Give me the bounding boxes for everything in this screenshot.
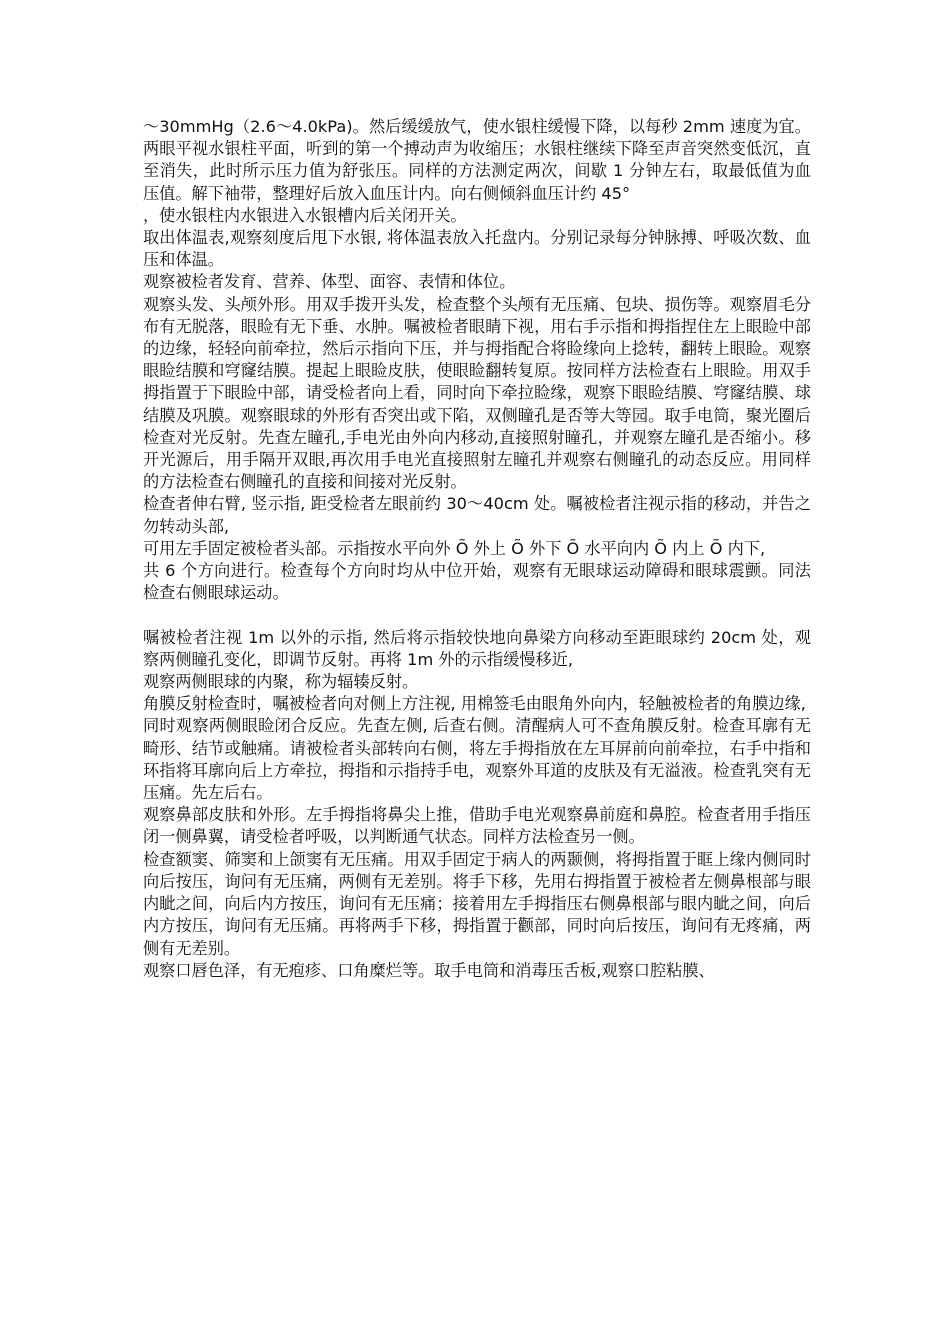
paragraph-nose-exam: 观察鼻部皮肤和外形。左手拇指将鼻尖上推，借助手电光观察鼻前庭和鼻腔。检查者用手指压闭一侧鼻翼，请受检者呼吸，以判断通气状态。同样方法检查另一侧。 [143, 805, 811, 847]
paragraph-mercury-valve: ，使水银柱内水银进入水银槽内后关闭开关。 [143, 205, 467, 225]
paragraph-ear-exam: 同时观察两侧眼睑闭合反应。先查左侧, 后查右侧。清醒病人可不查角膜反射。检查耳廓有无畸形、结节或触痛。请被检者头部转向右侧，将左手拇指放在左耳屏前向前牵拉，右手中指和环指将耳廓向后上方牵拉，拇指和示指持手电，观察外耳道的皮肤及有无溢液。检查乳突有无压痛。先左后右。 [143, 716, 811, 803]
paragraph-head-eyes: 观察头发、头颅外形。用双手拨开头发，检查整个头颅有无压痛、包块、损伤等。观察眉毛分布有无脱落，眼睑有无下垂、水肿。嘱被检者眼睛下视，用右手示指和拇指捏住左上眼睑中部的边缘，轻轻向前牵拉，然后示指向下压，并与拇指配合将睑缘向上捻转，翻转上眼睑。观察眼睑结膜和穹窿结膜。提起上眼睑皮肤，使眼睑翻转复原。按同样方法检查右上眼睑。用双手拇指置于下眼睑中部，请受检者向上看，同时向下牵拉睑缘，观察下眼睑结膜、穹窿结膜、球结膜及巩膜。观察眼球的外形有否突出或下陷，双侧瞳孔是否等大等园。取手电筒，聚光圈后检查对光反射。先查左瞳孔,手电光由外向内移动,直接照射瞳孔，并观察左瞳孔是否缩小。移开光源后，用手隔开双眼,再次用手电光直接照射左瞳孔并观察右侧瞳孔的动态反应。用同样的方法检查右侧瞳孔的直接和间接对光反射。 [143, 294, 811, 492]
paragraph-sinus-exam: 检查额窦、筛窦和上颌窦有无压痛。用双手固定于病人的两颞侧，将拇指置于眶上缘内侧同时向后按压，询问有无压痛，两侧有无差别。将手下移，先用右拇指置于被检者左侧鼻根部与眼内眦之间，向后内方按压，询问有无压痛；接着用左手拇指压右侧鼻根部与眼内眦之间，向后内方按压，询问有无压痛。再将两手下移，拇指置于颧部，同时向后按压，询问有无疼痛，两侧有无差别。 [143, 849, 811, 958]
paragraph-blood-pressure: ～30mmHg（2.6～4.0kPa)。然后缓缓放气，使水银柱缓慢下降，以每秒 2mm 速度为宜。两眼平视水银柱平面，听到的第一个搏动声为收缩压；水银柱继续下降至声音突然变低沉，直至消失，此时所示压力值为舒张压。同样的方法测定两次，间歇 1 分钟左右，取最低值为血压值。解下袖带，整理好后放入血压计内。向右侧倾斜血压计约 45° [143, 117, 811, 203]
paragraph-mouth-exam: 观察口唇色泽，有无疱疹、口角糜烂等。取手电筒和消毒压舌板,观察口腔粘膜、 [143, 960, 715, 980]
document-page [143, 116, 811, 982]
paragraph-eye-movement-setup: 检查者伸右臂, 竖示指, 距受检者左眼前约 30～40cm 处。嘱被检者注视示指的移动，并告之勿转动头部, [143, 494, 811, 536]
paragraph-eye-movement-directions: 可用左手固定被检者头部。示指按水平向外 Õ 外上 Õ 外下 Õ 水平向内 Õ 内上 Õ 内下, [143, 538, 766, 558]
paragraph-corneal-reflex: 角膜反射检查时，嘱被检者向对侧上方注视, 用棉签毛由眼角外向内，轻触被检者的角膜边缘, [143, 694, 806, 714]
paragraph-accommodation-reflex: 嘱被检者注视 1m 以外的示指, 然后将示指较快地向鼻梁方向移动至距眼球约 20cm 处，观察两侧瞳孔变化，即调节反射。再将 1m 外的示指缓慢移近, [143, 627, 811, 669]
blank-line [143, 604, 811, 626]
paragraph-convergence-reflex: 观察两侧眼球的内聚，称为辐辏反射。 [143, 672, 419, 692]
paragraph-thermometer: 取出体温表,观察刻度后甩下水银, 将体温表放入托盘内。分别记录每分钟脉搏、呼吸次数、血压和体温。 [143, 228, 811, 270]
paragraph-general-observation: 观察被检者发育、营养、体型、面容、表情和体位。 [143, 272, 516, 292]
paragraph-eye-movement-result: 共 6 个方向进行。检查每个方向时均从中位开始，观察有无眼球运动障碍和眼球震颤。同法检查右侧眼球运动。 [143, 561, 811, 603]
